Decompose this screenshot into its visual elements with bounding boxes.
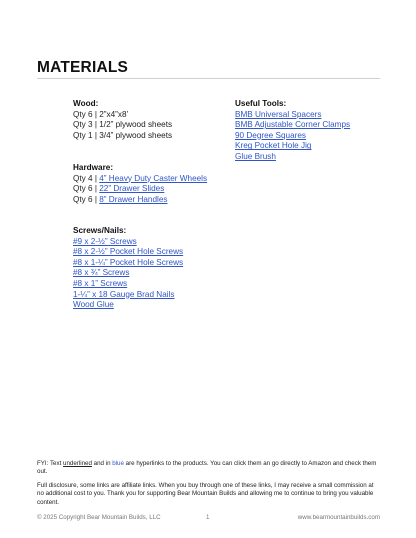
tool-link-corner-clamps[interactable]: BMB Adjustable Corner Clamps [235,120,351,130]
wood-glue-link[interactable]: Wood Glue [73,300,114,310]
hardware-qty: Qty 4 | [73,173,100,183]
hardware-qty: Qty 6 | [73,184,100,194]
hardware-qty: Qty 6 | [73,194,100,204]
tool-link-universal-spacers[interactable]: BMB Universal Spacers [235,109,322,119]
fyi-text: and in [91,460,113,467]
hardware-item [73,184,207,195]
hardware-item [73,174,207,185]
hardware-item [73,195,207,206]
wood-section [73,99,172,141]
page-title: MATERIALS [37,59,129,76]
tool-link-pocket-hole-jig[interactable]: Kreg Pocket Hole Jig [235,141,312,151]
hardware-heading: Hardware: [73,163,114,172]
wood-item: Qty 1 | 3/4” plywood sheets [73,130,173,140]
hardware-link-drawer-slides[interactable]: 22” Drawer Slides [99,184,165,194]
affiliate-disclosure: Full disclosure, some links are affiliate links. When you buy through one of these links, I may receive a small commission at no additional cost to you. Thank you for supporting Bear Mountain Builds and allowing me to continue to bring you valuable content. [37,482,374,506]
hardware-link-drawer-handles[interactable]: 8” Drawer Handles [99,194,168,204]
footer-website: www.bearmountainbuilds.com [297,514,380,521]
screws-section [73,226,183,311]
fyi-text: FYI: Text [37,460,64,467]
screw-link[interactable]: #8 x 1-¼” Pocket Hole Screws [73,257,184,267]
screw-link[interactable]: #8 x 1” Screws [73,278,128,288]
wood-heading: Wood: [73,99,99,108]
wood-item: Qty 6 | 2”x4”x8’ [73,109,129,119]
tools-section [235,99,350,163]
fyi-blue: blue [112,460,124,467]
screws-heading: Screws/Nails: [73,226,127,235]
screw-link[interactable]: #8 x ¾” Screws [73,268,130,278]
hardware-link-caster-wheels[interactable]: 4” Heavy Duty Caster Wheels [99,173,208,183]
fyi-text: are hyperlinks to the products. You can click them an go directly to Amazon and check them out. [37,460,377,476]
page-number: 1 [206,514,210,521]
wood-item: Qty 3 | 1/2” plywood sheets [73,120,173,130]
title-divider [37,78,380,79]
fyi-underlined: underlined [63,460,92,467]
tool-link-90-degree-squares[interactable]: 90 Degree Squares [235,130,307,140]
screw-link[interactable]: #8 x 2-½” Pocket Hole Screws [73,247,184,257]
hardware-section [73,163,207,205]
tools-heading: Useful Tools: [235,99,287,108]
footer-copyright: © 2025 Copyright Bear Mountain Builds, LLC [37,514,161,521]
screw-link[interactable]: 1-¼” x 18 Gauge Brad Nails [73,289,175,299]
screw-link[interactable]: #9 x 2-½” Screws [73,236,137,246]
tool-link-glue-brush[interactable]: Glue Brush [235,151,276,161]
fyi-note [37,460,382,477]
